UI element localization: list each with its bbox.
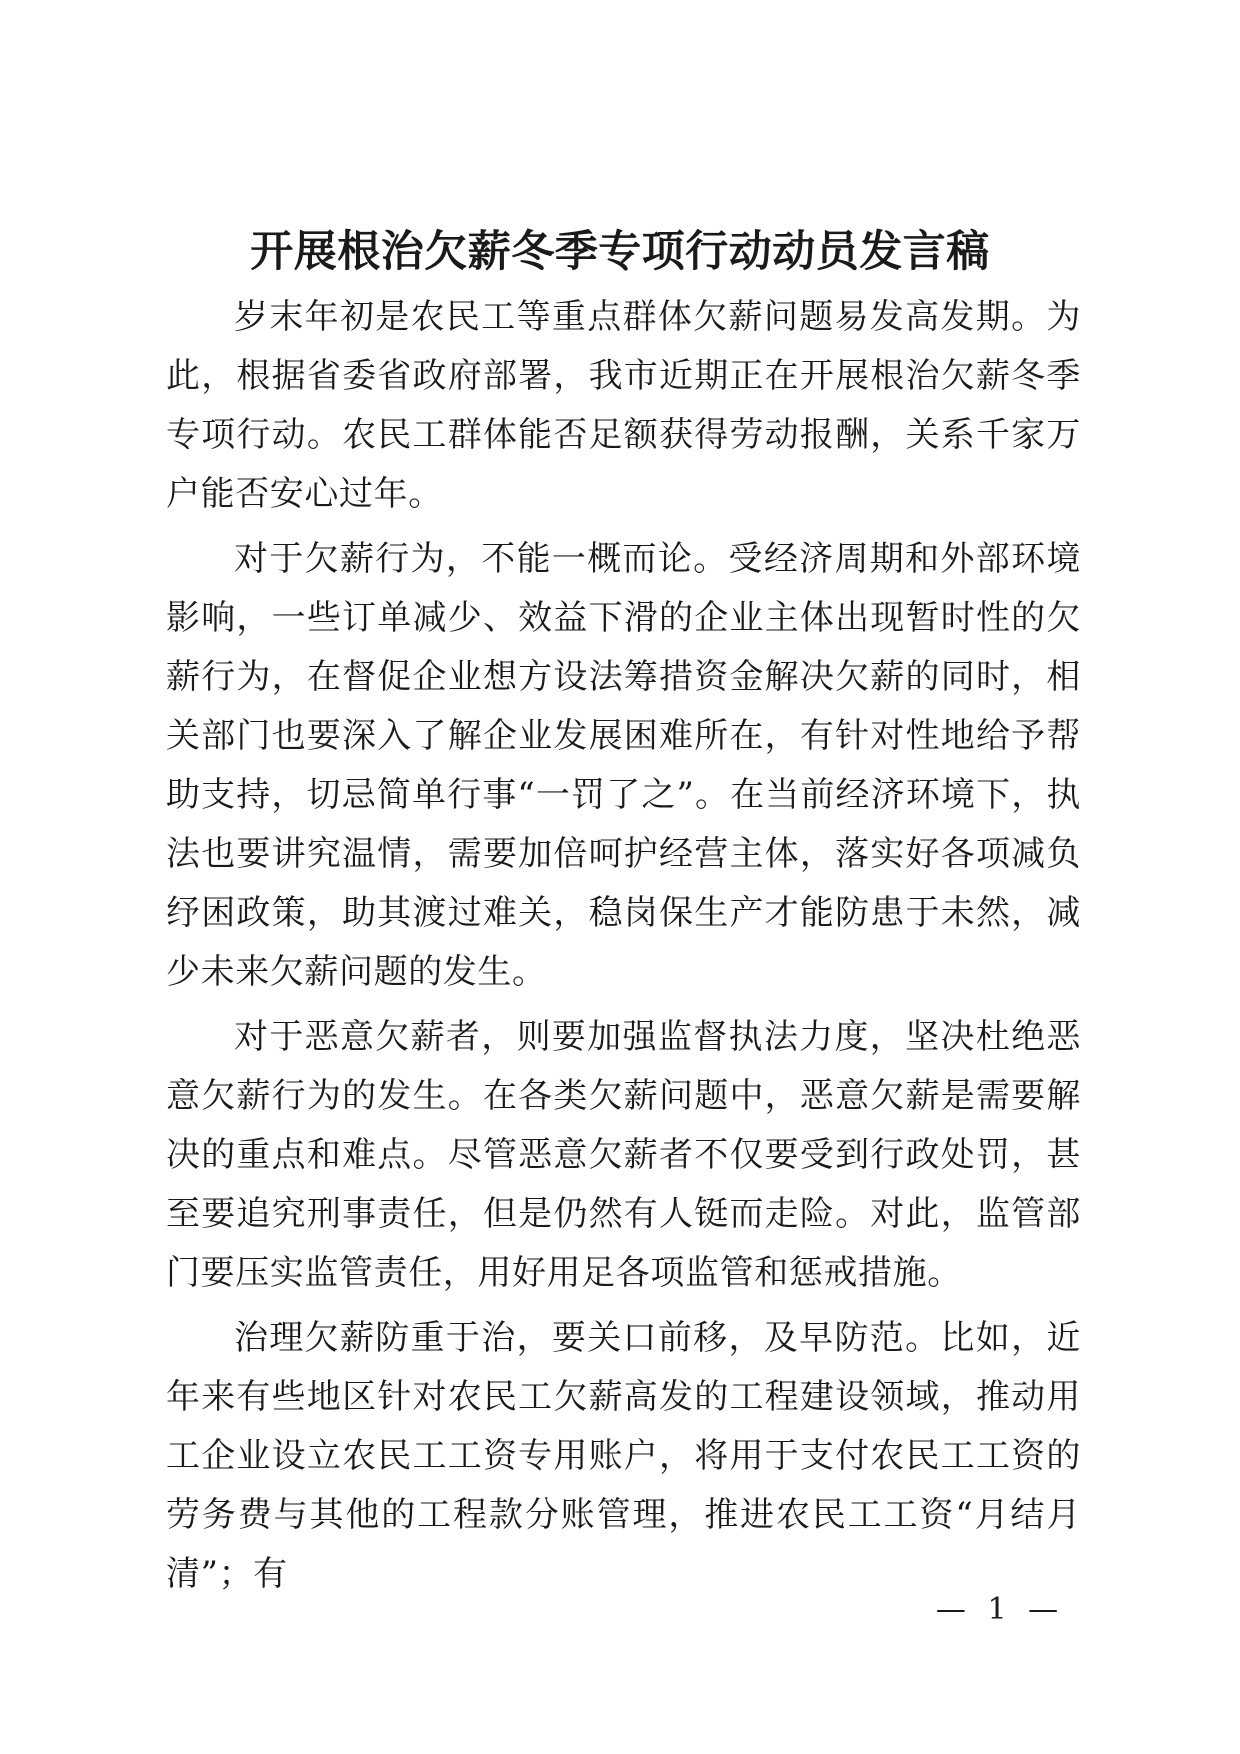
document-body bbox=[166, 288, 1081, 1604]
paragraph-3: 对于恶意欠薪者，则要加强监督执法力度，坚决杜绝恶意欠薪行为的发生。在各类欠薪问题中，恶意欠薪是需要解决的重点和难点。尽管恶意欠薪者不仅要受到行政处罚，甚至要追究刑事责任，但是仍然有人铤而走险。对此，监管部门要压实监管责任，用好用足各项监管和惩戒措施。 bbox=[166, 1017, 1081, 1293]
document-title: 开展根治欠薪冬季专项行动动员发言稿 bbox=[250, 227, 990, 277]
paragraph-1: 岁末年初是农民工等重点群体欠薪问题易发高发期。为此，根据省委省政府部署，我市近期正在开展根治欠薪冬季专项行动。农民工群体能否足额获得劳动报酬，关系千家万户能否安心过年。 bbox=[166, 297, 1081, 514]
paragraph-4: 治理欠薪防重于治，要关口前移，及早防范。比如，近年来有些地区针对农民工欠薪高发的工程建设领域，推动用工企业设立农民工工资专用账户，将用于支付农民工工资的劳务费与其他的工程款分账管理，推进农民工工资“月结月清”；有 bbox=[166, 1318, 1081, 1594]
page-number: — 1 — bbox=[935, 1592, 1065, 1627]
paragraph-2: 对于欠薪行为，不能一概而论。受经济周期和外部环境影响，一些订单减少、效益下滑的企业主体出现暂时性的欠薪行为，在督促企业想方设法筹措资金解决欠薪的同时，相关部门也要深入了解企业发展困难所在，有针对性地给予帮助支持，切忌简单行事“一罚了之”。在当前经济环境下，执法也要讲究温情，需要加倍呵护经营主体，落实好各项减负纾困政策，助其渡过难关，稳岗保生产才能防患于未然，减少未来欠薪问题的发生。 bbox=[166, 539, 1081, 992]
